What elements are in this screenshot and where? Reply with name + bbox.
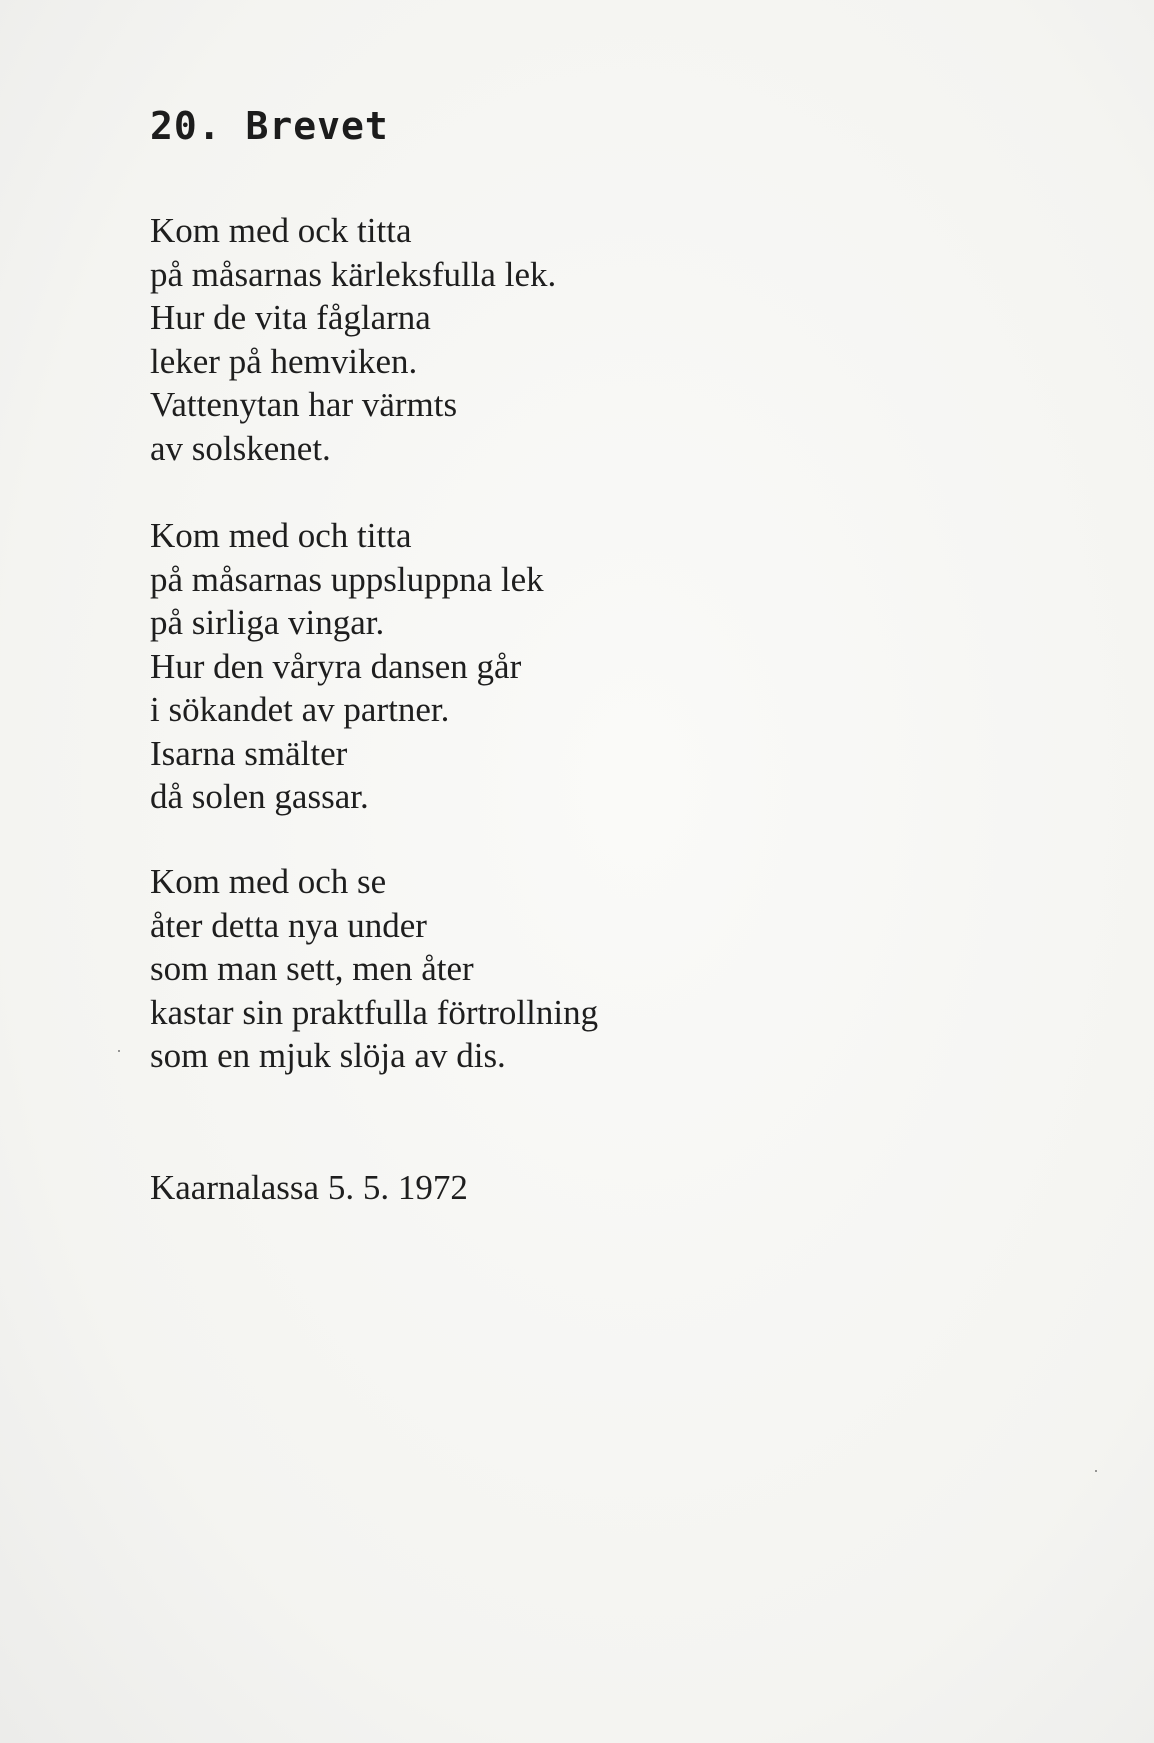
poem-line: kastar sin praktfulla förtrollning: [150, 992, 599, 1032]
poem-line: då solen gassar.: [150, 777, 369, 816]
stanza-1: [150, 209, 556, 470]
poem-line: som man sett, men åter: [150, 949, 474, 988]
poem-line: Hur den våryra dansen går: [150, 646, 522, 686]
paper-speck: [1095, 1470, 1097, 1472]
poem-signature: Kaarnalassa 5. 5. 1972: [150, 1168, 468, 1207]
poem-line: på sirliga vingar.: [150, 603, 385, 642]
poem-line: av solskenet.: [150, 428, 331, 468]
poem-line: Kom med ock titta: [150, 211, 412, 250]
poem-line: leker på hemviken.: [150, 341, 418, 381]
poem-line: Hur de vita fåglarna: [150, 298, 431, 337]
poem-line: i sökandet av partner.: [150, 690, 450, 729]
stanza-3: [150, 860, 598, 1078]
poem-line: som en mjuk slöja av dis.: [150, 1036, 506, 1075]
poem-line: Isarna smälter: [150, 733, 348, 773]
poem-line: Kom med och titta: [150, 516, 412, 555]
poem-title: 20. Brevet: [150, 104, 389, 148]
poem-line: på måsarnas uppsluppna lek: [150, 559, 544, 599]
paper-speck: [118, 1050, 120, 1052]
poem-line: åter detta nya under: [150, 905, 427, 945]
poem-line: Vattenytan har värmts: [150, 385, 458, 424]
poem-line: Kom med och se: [150, 862, 387, 901]
poem-line: på måsarnas kärleksfulla lek.: [150, 254, 557, 294]
stanza-2: [150, 514, 544, 819]
